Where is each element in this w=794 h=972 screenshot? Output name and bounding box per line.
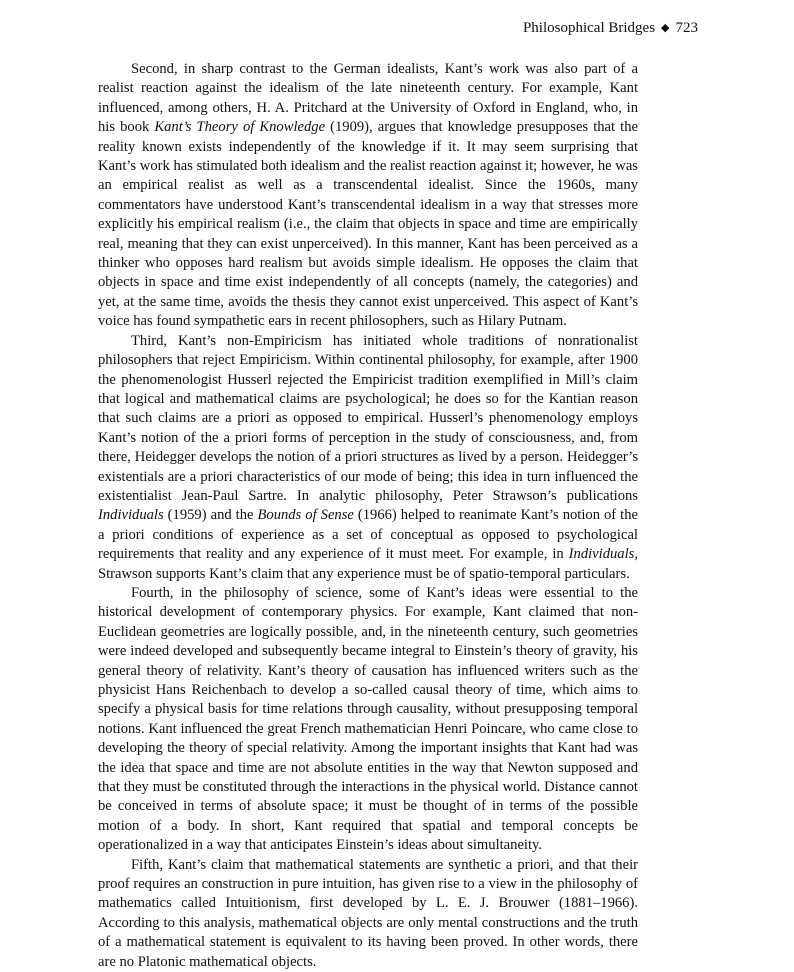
running-title: Philosophical Bridges xyxy=(522,20,656,36)
paragraph-third xyxy=(98,332,638,584)
text-segment: (1909), argues that knowledge presupposes that the reality known exists independently of the knowledge if it. It may seem surprising that Kant’s work has stimulated both idealism and the realist reaction against it; however, he was an empirical realist as well as a transcendental idealist. Since the 1960s, many commentators have understood Kant’s transcendental idealism in a way that stresses more explicitly his empirical realism (i.e., the claim that objects in space and time are empirically real, meaning that they can exist unperceived). In this manner, Kant has been perceived as a thinker who opposes hard realism but avoids simple idealism. He opposes the claim that objects in space and time exist independently of all concepts (namely, the categories) and yet, at the same time, avoids the thesis they cannot exist unperceived. This aspect of Kant’s voice has found sympathetic ears in recent philosophers, such as Hilary Putnam. xyxy=(98,119,638,330)
text-segment: (1959) and the xyxy=(163,507,258,524)
text-segment: Fourth, in the philosophy of science, some of Kant’s ideas were essential to the historical development of contemporary physics. For example, Kant claimed that non-Euclidean geometries are logically possible, and, in the nineteenth century, such geometries were indeed developed and subsequently became integral to Einstein’s theory of gravity, his general theory of relativity. Kant’s theory of causation has influenced writers such as the physicist Hans Reichenbach to develop a so-called causal theory of time, which aims to specify a physical basis for time relations through causality, without presupposing temporal notions. Kant influenced the great French mathematician Henri Poincare, who came close to developing the theory of special relativity. Among the important insights that Kant had was the idea that space and time are not absolute entities in the way that Newton supposed and that they must be constituted through the interactions in the physical world. Distance cannot be conceived in terms of absolute space; it must be thought of in terms of the possible motion of a body. In short, Kant required that spatial and temporal concepts be operationalized in a way that anticipates Einstein’s ideas about simultaneity. xyxy=(98,584,638,854)
book-title: Individuals xyxy=(568,546,635,563)
text-segment: Second, in sharp contrast to the German idealists, Kant’s work was also part of a realist reaction against the idealism of the late nineteenth century. For example, Kant influenced, among others, H. A. Pritchard at the University of Oxford in England, who, in his book xyxy=(98,61,638,136)
body-text xyxy=(98,60,638,972)
paragraph-fourth xyxy=(98,584,638,856)
text-segment: Third, Kant’s non-Empiricism has initiated whole traditions of nonrationalist philosophers that reject Empiricism. Within continental philosophy, for example, after 1900 the phenomenologist Husserl rejected the Empiricist tradition exemplified in Mill’s claim that logical and mathematical claims are psychological; he does so for the Kantian reason that such claims are a priori as opposed to empirical. Husserl’s phenomenology employs Kant’s notion of the a priori forms of perception in the study of consciousness, and, from there, Heidegger develops the notion of a priori structures as lived by a person. Heidegger’s existentials are a priori characteristics of our mode of being; this idea in turn influenced the existentialist Jean-Paul Sartre. In analytic philosophy, Peter Strawson’s publications xyxy=(98,332,638,504)
book-title: Bounds of Sense xyxy=(257,507,354,524)
text-segment: Fifth, Kant’s claim that mathematical statements are synthetic a priori, and that their proof requires an construction in pure intuition, has given rise to a view in the philosophy of mathematics called Intuitionism, first developed by L. E. J. Brouwer (1881–1966). According to this analysis, mathematical objects are only mental constructions and the truth of a mathematical statement is equivalent to its having been proved. In other words, there are no Platonic mathematical objects. xyxy=(98,856,638,970)
text-segment: , Strawson supports Kant’s claim that any experience must be of spatio-temporal particulars. xyxy=(98,546,638,582)
paragraph-second xyxy=(98,60,638,332)
text-segment: (1966) helped to reanimate Kant’s notion of the a priori conditions of experience as a set of conceptual as opposed to psychological requirements that reality and any experience of it must meet. For example, in xyxy=(98,507,638,563)
diamond-separator-icon: ◆ xyxy=(661,22,670,34)
running-head xyxy=(523,18,698,39)
book-title: Individuals xyxy=(98,507,164,524)
page-number: 723 xyxy=(675,20,698,36)
book-title: Kant’s Theory of Knowledge xyxy=(154,119,326,136)
paragraph-fifth xyxy=(98,856,638,972)
